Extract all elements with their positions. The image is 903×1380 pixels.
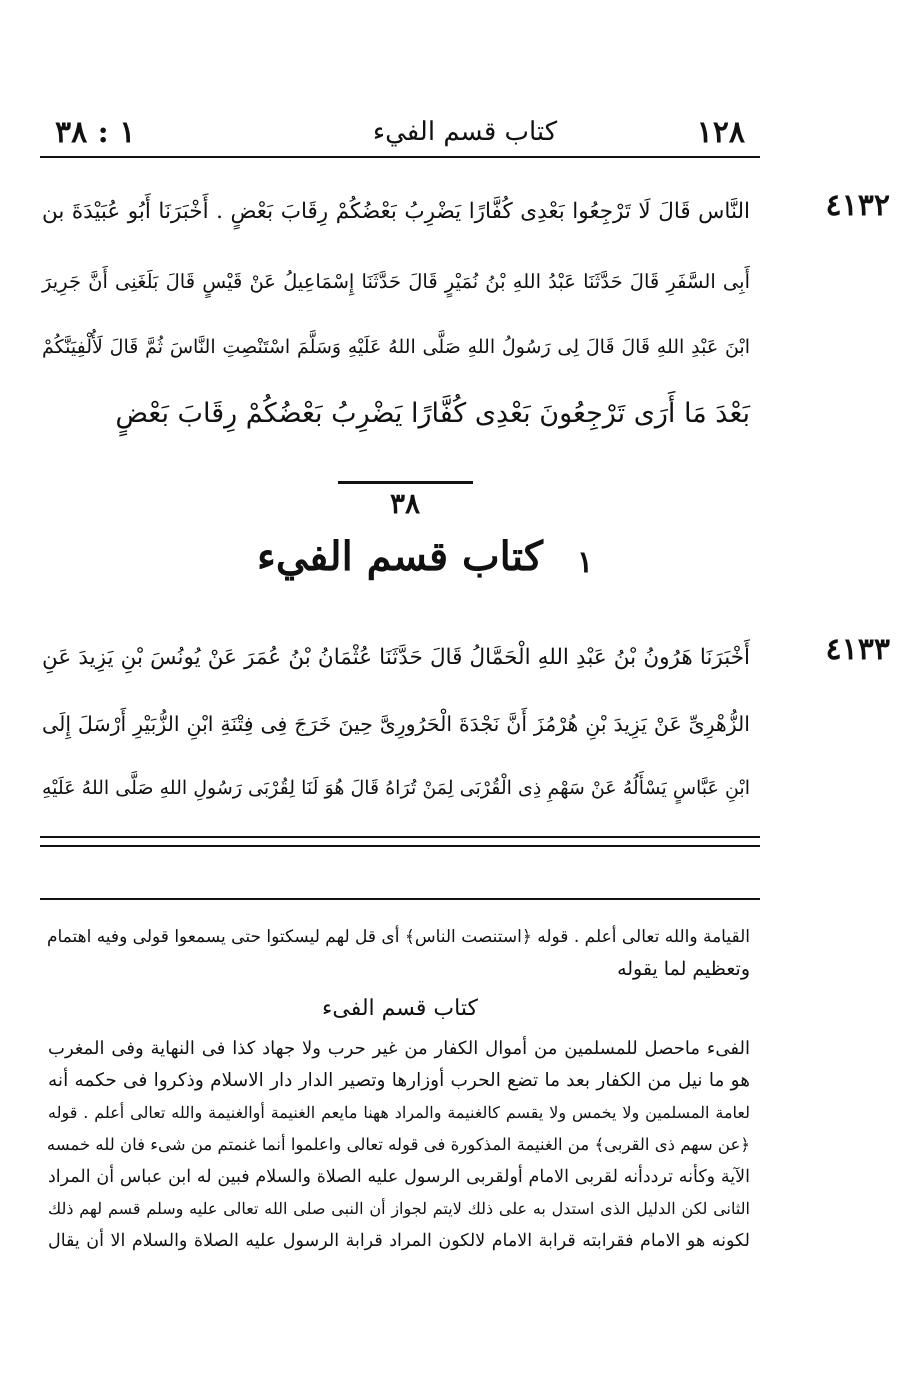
hadith-4132-line-2: أَبِى السَّفَرِ قَالَ حَدَّثَنَا عَبْدُ اللهِ بْنُ نُمَيْرٍ قَالَ حَدَّثَنَا إِسْمَاعِيلُ عَنْ قَيْسٍ قَالَ بَلَغَنِى أَنَّ جَرِيرَ bbox=[42, 270, 750, 293]
chapter-rule bbox=[338, 481, 473, 484]
commentary-line-6: ﴿عن سهم ذى القربى﴾ من الغنيمة المذكورة فى قوله تعالى واعلموا أنما غنمتم من شىء فان لله خمسه bbox=[46, 1135, 750, 1154]
commentary-line-4: هو ما نيل من الكفار بعد ما تضع الحرب أوزارها وتصير الدار دار الاسلام وذكروا فى حكمه أنه bbox=[48, 1070, 750, 1091]
commentary-line-2: وتعظيم لما يقوله bbox=[617, 958, 750, 980]
hadith-4132-line-4: بَعْدَ مَا أَرَى تَرْجِعُونَ بَعْدِى كُفَّارًا يَضْرِبُ بَعْضُكُمْ رِقَابَ بَعْضٍ bbox=[115, 398, 750, 429]
text-end-rule-lower bbox=[40, 845, 760, 847]
commentary-line-8: الثانى لكن الدليل الذى استدل به على ذلك لايتم لجواز أن النبى صلى الله تعالى عليه وسلم قسم لهم ذلك bbox=[48, 1199, 750, 1218]
hadith-4133-line-2: الزُّهْرِىِّ عَنْ يَزِيدَ بْنِ هُرْمُزَ أَنَّ نَجْدَةَ الْحَرُورِىَّ حِينَ خَرَجَ فِى فِتْنَةِ ابْنِ الزُّبَيْرِ أَرْسَلَ إِلَى bbox=[42, 712, 750, 736]
chapter-number: ٣٨ bbox=[389, 487, 421, 520]
hadith-4133-line-3: ابْنِ عَبَّاسٍ يَسْأَلُهُ عَنْ سَهْمِ ذِى الْقُرْبَى لِمَنْ تُرَاهُ قَالَ هُوَ لَنَا لِقُرْبَى رَسُولِ اللهِ صَلَّى اللهُ عَلَيْهِ bbox=[42, 777, 750, 799]
commentary-line-5: لعامة المسلمين ولا يخمس ولا يقسم كالغنيمة والمراد ههنا مايعم الغنيمة أوالغنيمة والله تعالى أعلم . قوله bbox=[48, 1103, 750, 1122]
page-number: ١٢٨ bbox=[696, 115, 745, 150]
commentary-line-1: القيامة والله تعالى أعلم . قوله ﴿استنصت الناس﴾ أى قل لهم ليسكتوا حتى يسمعوا قولى وفيه اهتمام bbox=[46, 927, 750, 947]
commentary-line-9: لكونه هو الامام فقرابته قرابة الامام لالكون المراد قرابة الرسول عليه الصلاة والسلام الا أن يقال bbox=[48, 1231, 750, 1251]
commentary-line-7: الآية وكأنه ترددأنه لقربى الامام أولقربى الرسول عليه الصلاة والسلام فبين له ابن عباس أن المراد bbox=[48, 1167, 750, 1187]
hadith-4132-line-3: ابْنَ عَبْدِ اللهِ قَالَ قَالَ لِى رَسُولُ اللهِ صَلَّى اللهُ عَلَيْهِ وَسَلَّمَ اسْتَنْصِتِ النَّاسَ ثُمَّ قَالَ لَأُلْفِيَنَّكُمْ bbox=[42, 336, 750, 358]
hadith-number-4132: ٤١٣٢ bbox=[825, 188, 890, 223]
commentary-heading: كتاب قسم الفىء bbox=[322, 996, 478, 1021]
hadith-4133-line-1: أَخْبَرَنَا هَرُونُ بْنُ عَبْدِ اللهِ الْحَمَّالُ قَالَ حَدَّثَنَا عُثْمَانُ بْنُ عُمَرَ عَنْ يُونُسَ بْنِ يَزِيدَ عَنِ bbox=[42, 645, 750, 670]
running-title: كتاب قسم الفيء bbox=[372, 117, 558, 147]
hadith-4132-line-1: النَّاس قَالَ لَا تَرْجِعُوا بَعْدِى كُفَّارًا يَضْرِبُ بَعْضُكُمْ رِقَابَ بَعْضٍ . أَخْبَرَنَا أَبُو عُبَيْدَةَ بن bbox=[42, 199, 750, 224]
book-index-number: ١ bbox=[576, 545, 594, 580]
text-end-rule-upper bbox=[40, 836, 760, 838]
header-rule bbox=[40, 156, 760, 158]
section-reference: ١ : ٣٨ bbox=[55, 115, 136, 150]
hadith-number-4133: ٤١٣٣ bbox=[825, 632, 890, 667]
commentary-line-3: الفىء ماحصل للمسلمين من أموال الكفار من غير حرب ولا جهاد كذا فى النهاية وفى المغرب bbox=[48, 1038, 750, 1059]
commentary-rule bbox=[40, 898, 760, 900]
book-title: كتاب قسم الفيء bbox=[257, 533, 543, 580]
